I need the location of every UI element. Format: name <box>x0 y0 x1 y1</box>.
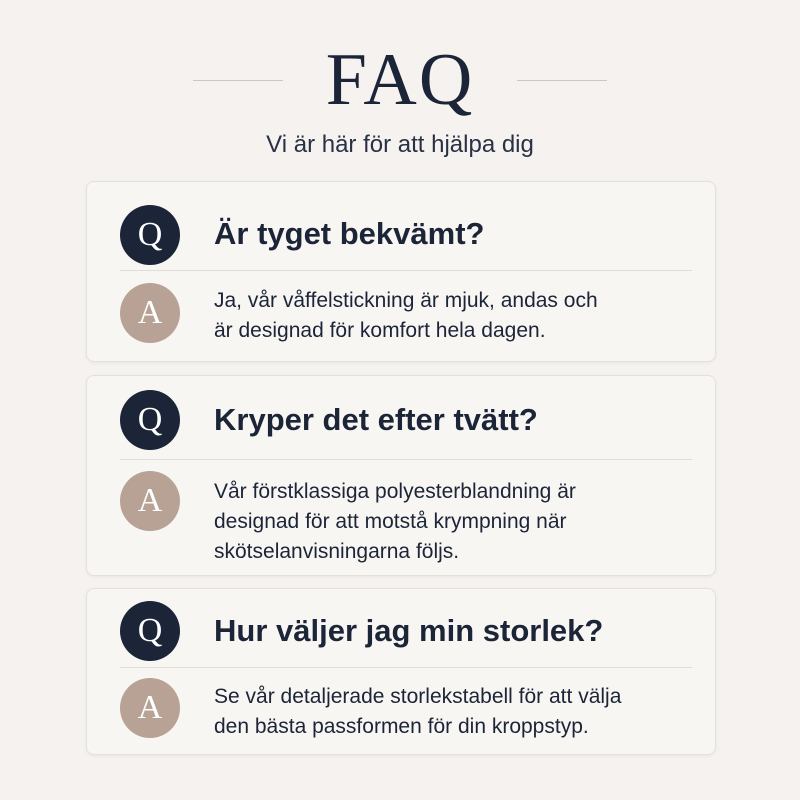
answer-badge-3: A <box>120 678 180 738</box>
question-1: Är tyget bekvämt? <box>214 216 485 251</box>
faq-card-1 <box>86 181 716 362</box>
answer-2 <box>214 477 694 567</box>
answer-2-line-2: designad för att motstå krympning när <box>214 510 567 533</box>
faq-card-3 <box>86 588 716 755</box>
title-rule-right <box>517 80 607 81</box>
answer-badge-1: A <box>120 283 180 343</box>
question-3: Hur väljer jag min storlek? <box>214 613 604 648</box>
answer-1-line-1: Ja, vår våffelstickning är mjuk, andas och <box>214 289 598 312</box>
divider-3 <box>120 667 692 668</box>
faq-header <box>0 0 800 170</box>
question-2: Kryper det efter tvätt? <box>214 402 538 437</box>
answer-1 <box>214 286 694 346</box>
question-badge-3: Q <box>120 601 180 661</box>
answer-2-line-1: Vår förstklassiga polyesterblandning är <box>214 480 576 503</box>
answer-badge-2: A <box>120 471 180 531</box>
answer-3-line-1: Se vår detaljerade storlekstabell för att välja <box>214 685 622 708</box>
page-subtitle: Vi är här för att hjälpa dig <box>266 131 534 158</box>
answer-2-line-3: skötselanvisningarna följs. <box>214 540 460 563</box>
faq-card-2 <box>86 375 716 576</box>
answer-3 <box>214 682 694 742</box>
page-title: FAQ <box>325 39 475 121</box>
divider-1 <box>120 270 692 271</box>
answer-3-line-2: den bästa passformen för din kroppstyp. <box>214 715 589 738</box>
question-badge-1: Q <box>120 205 180 265</box>
question-badge-2: Q <box>120 390 180 450</box>
divider-2 <box>120 459 692 460</box>
answer-1-line-2: är designad för komfort hela dagen. <box>214 319 546 342</box>
